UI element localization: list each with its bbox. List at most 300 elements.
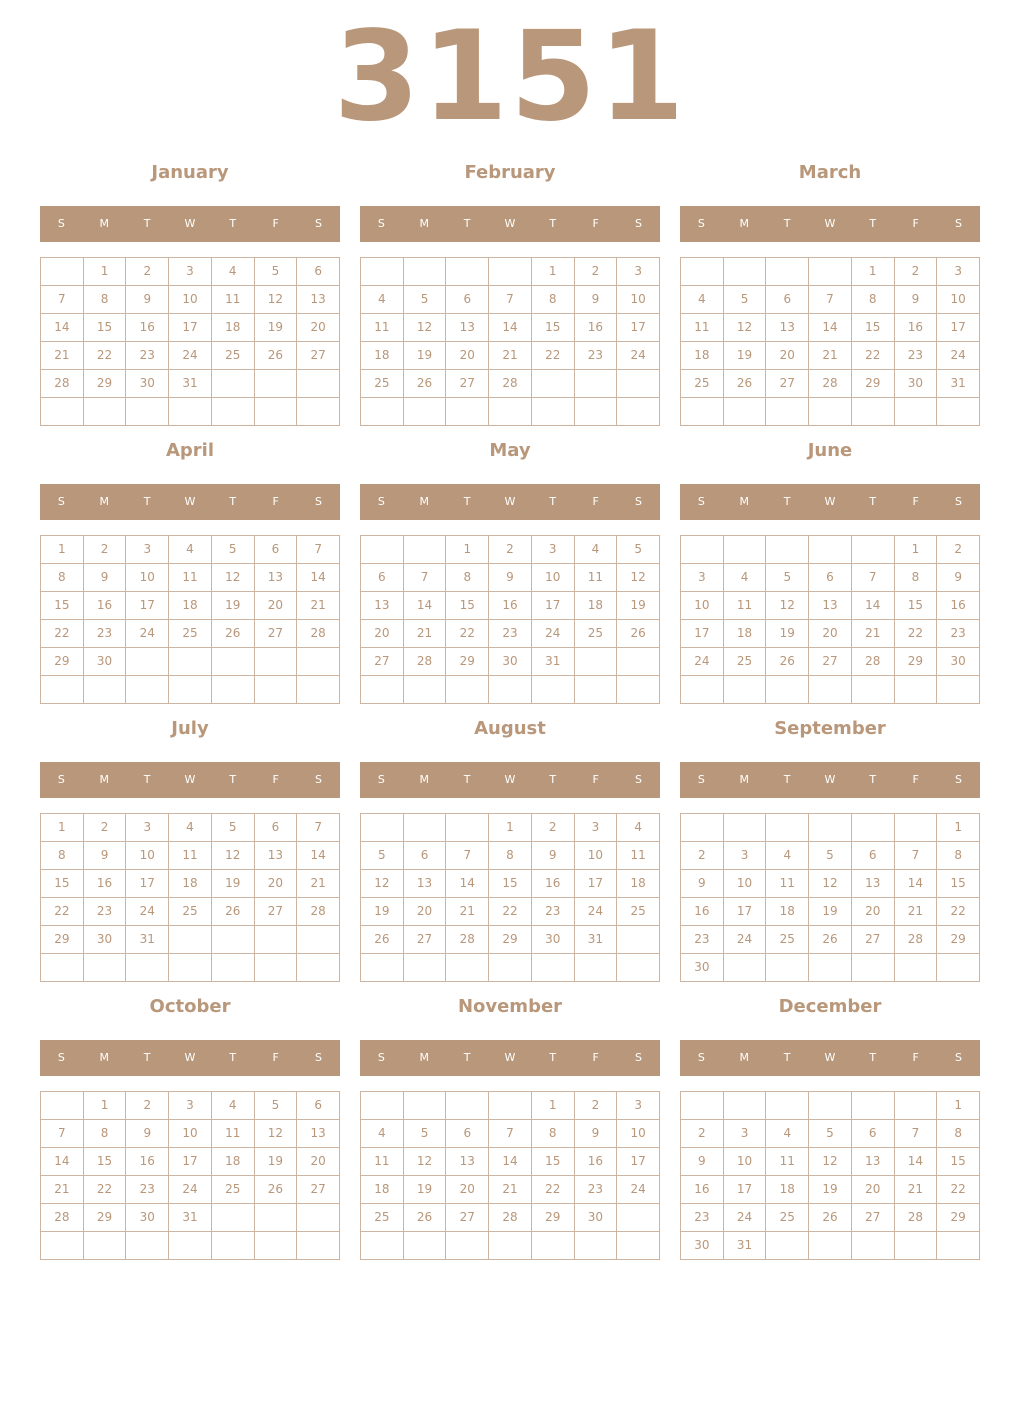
empty-cell — [212, 1204, 255, 1232]
day-cell: 28 — [297, 898, 340, 926]
day-cell: 24 — [617, 342, 660, 370]
day-cell: 5 — [361, 842, 404, 870]
day-cell: 22 — [41, 620, 84, 648]
day-cell: 6 — [446, 1120, 489, 1148]
day-cell: 17 — [126, 592, 169, 620]
day-cell: 28 — [41, 370, 84, 398]
day-cell: 1 — [532, 258, 575, 286]
day-cell: 25 — [361, 370, 404, 398]
day-cell: 9 — [895, 286, 938, 314]
day-cell: 12 — [809, 870, 852, 898]
day-cell: 6 — [852, 842, 895, 870]
day-cell: 4 — [681, 286, 724, 314]
empty-cell — [255, 1232, 298, 1260]
empty-cell — [681, 536, 724, 564]
empty-cell — [724, 676, 767, 704]
day-cell: 11 — [212, 286, 255, 314]
weekday-label: T — [229, 495, 237, 508]
day-cell: 12 — [212, 842, 255, 870]
day-cell: 10 — [617, 1120, 660, 1148]
day-cell: 10 — [169, 286, 212, 314]
day-cell: 3 — [681, 564, 724, 592]
weekday-label: M — [739, 495, 750, 508]
empty-cell — [297, 926, 340, 954]
day-cell: 11 — [575, 564, 618, 592]
day-cell: 6 — [404, 842, 447, 870]
day-cell: 20 — [361, 620, 404, 648]
day-cell: 4 — [575, 536, 618, 564]
empty-cell — [361, 1232, 404, 1260]
weekday-label: S — [954, 217, 962, 230]
day-cell: 19 — [404, 1176, 447, 1204]
empty-cell — [895, 814, 938, 842]
day-cell: 8 — [532, 286, 575, 314]
weekday-header — [680, 1040, 980, 1076]
day-cell: 5 — [766, 564, 809, 592]
day-cell: 22 — [937, 1176, 980, 1204]
day-cell: 19 — [766, 620, 809, 648]
day-cell: 14 — [297, 564, 340, 592]
day-cell: 26 — [404, 1204, 447, 1232]
empty-cell — [255, 926, 298, 954]
month-february — [360, 156, 660, 426]
weekday-label: W — [184, 217, 196, 230]
day-cell: 25 — [766, 1204, 809, 1232]
day-cell: 1 — [446, 536, 489, 564]
day-cell: 23 — [681, 926, 724, 954]
day-cell: 10 — [724, 1148, 767, 1176]
day-cell: 17 — [532, 592, 575, 620]
day-cell: 27 — [852, 926, 895, 954]
day-cell: 3 — [617, 1092, 660, 1120]
day-cell: 1 — [937, 814, 980, 842]
empty-cell — [297, 370, 340, 398]
empty-cell — [852, 1092, 895, 1120]
weekday-label: M — [419, 1051, 430, 1064]
day-cell: 1 — [41, 536, 84, 564]
day-cell: 12 — [212, 564, 255, 592]
day-cell: 11 — [169, 842, 212, 870]
empty-cell — [724, 258, 767, 286]
empty-cell — [212, 1232, 255, 1260]
day-cell: 14 — [489, 1148, 532, 1176]
day-cell: 7 — [895, 1120, 938, 1148]
empty-cell — [575, 954, 618, 982]
empty-cell — [809, 1232, 852, 1260]
day-cell: 3 — [169, 258, 212, 286]
day-cell: 16 — [575, 1148, 618, 1176]
month-june — [680, 434, 980, 704]
empty-cell — [681, 398, 724, 426]
empty-cell — [41, 258, 84, 286]
day-cell: 7 — [446, 842, 489, 870]
empty-cell — [361, 676, 404, 704]
day-cell: 8 — [937, 842, 980, 870]
day-cell: 11 — [617, 842, 660, 870]
empty-cell — [575, 398, 618, 426]
day-cell: 17 — [937, 314, 980, 342]
day-cell: 2 — [489, 536, 532, 564]
empty-cell — [446, 814, 489, 842]
day-cell: 19 — [212, 592, 255, 620]
day-cell: 6 — [255, 814, 298, 842]
weekday-label: T — [869, 773, 877, 786]
day-cell: 13 — [809, 592, 852, 620]
day-cell: 11 — [212, 1120, 255, 1148]
empty-cell — [724, 536, 767, 564]
weekday-label: T — [549, 217, 557, 230]
empty-cell — [41, 398, 84, 426]
day-cell: 23 — [84, 898, 127, 926]
day-cell: 15 — [446, 592, 489, 620]
day-cell: 30 — [84, 648, 127, 676]
weekday-label: F — [912, 773, 919, 786]
weekday-label: M — [739, 1051, 750, 1064]
weekday-label: S — [697, 773, 705, 786]
empty-cell — [84, 1232, 127, 1260]
day-cell: 9 — [84, 564, 127, 592]
day-cell: 28 — [404, 648, 447, 676]
weekday-label: S — [377, 495, 385, 508]
empty-cell — [212, 398, 255, 426]
day-cell: 30 — [84, 926, 127, 954]
weekday-header — [360, 762, 660, 798]
weekday-header — [40, 1040, 340, 1076]
empty-cell — [169, 954, 212, 982]
day-cell: 9 — [532, 842, 575, 870]
day-cell: 27 — [809, 648, 852, 676]
day-cell: 2 — [84, 814, 127, 842]
weekday-label: S — [697, 495, 705, 508]
month-name: December — [778, 996, 882, 1017]
empty-cell — [852, 536, 895, 564]
day-cell: 7 — [809, 286, 852, 314]
empty-cell — [532, 954, 575, 982]
day-cell: 19 — [255, 314, 298, 342]
day-cell: 9 — [489, 564, 532, 592]
day-cell: 27 — [404, 926, 447, 954]
day-cell: 17 — [169, 1148, 212, 1176]
day-cell: 29 — [41, 926, 84, 954]
empty-cell — [489, 1092, 532, 1120]
empty-cell — [404, 1232, 447, 1260]
day-cell: 22 — [532, 342, 575, 370]
day-cell: 27 — [297, 1176, 340, 1204]
weekday-label: W — [824, 1051, 836, 1064]
day-cell: 12 — [404, 1148, 447, 1176]
weekday-label: F — [592, 495, 599, 508]
weekday-header — [40, 762, 340, 798]
day-cell: 14 — [41, 1148, 84, 1176]
day-grid — [680, 813, 980, 982]
weekday-label: F — [272, 773, 279, 786]
day-cell: 30 — [937, 648, 980, 676]
day-cell: 2 — [895, 258, 938, 286]
month-name: November — [457, 996, 563, 1017]
weekday-header — [40, 484, 340, 520]
day-cell: 20 — [766, 342, 809, 370]
day-cell: 15 — [532, 1148, 575, 1176]
day-cell: 18 — [212, 314, 255, 342]
weekday-label: T — [229, 773, 237, 786]
empty-cell — [724, 954, 767, 982]
day-cell: 18 — [724, 620, 767, 648]
day-cell: 29 — [84, 370, 127, 398]
day-cell: 28 — [895, 926, 938, 954]
day-cell: 20 — [446, 342, 489, 370]
weekday-label: F — [912, 217, 919, 230]
day-cell: 1 — [895, 536, 938, 564]
day-cell: 1 — [41, 814, 84, 842]
day-cell: 21 — [809, 342, 852, 370]
weekday-label: S — [634, 217, 642, 230]
empty-cell — [809, 398, 852, 426]
empty-cell — [852, 1232, 895, 1260]
day-cell: 21 — [895, 898, 938, 926]
day-cell: 15 — [937, 870, 980, 898]
day-cell: 19 — [255, 1148, 298, 1176]
day-cell: 12 — [724, 314, 767, 342]
empty-cell — [212, 370, 255, 398]
day-cell: 31 — [575, 926, 618, 954]
day-cell: 22 — [41, 898, 84, 926]
day-cell: 25 — [575, 620, 618, 648]
day-cell: 26 — [809, 926, 852, 954]
day-cell: 22 — [84, 342, 127, 370]
day-cell: 29 — [84, 1204, 127, 1232]
day-cell: 1 — [84, 258, 127, 286]
day-cell: 26 — [212, 620, 255, 648]
day-cell: 4 — [212, 1092, 255, 1120]
empty-cell — [809, 258, 852, 286]
day-cell: 30 — [895, 370, 938, 398]
day-cell: 3 — [575, 814, 618, 842]
day-cell: 11 — [361, 314, 404, 342]
empty-cell — [617, 398, 660, 426]
day-grid — [360, 257, 660, 426]
day-cell: 16 — [532, 870, 575, 898]
month-january — [40, 156, 340, 426]
day-cell: 25 — [766, 926, 809, 954]
day-cell: 12 — [361, 870, 404, 898]
day-cell: 2 — [532, 814, 575, 842]
day-cell: 3 — [617, 258, 660, 286]
empty-cell — [617, 926, 660, 954]
day-cell: 9 — [681, 870, 724, 898]
weekday-label: F — [592, 217, 599, 230]
day-cell: 2 — [126, 1092, 169, 1120]
day-cell: 29 — [532, 1204, 575, 1232]
day-cell: 19 — [617, 592, 660, 620]
day-cell: 16 — [937, 592, 980, 620]
empty-cell — [895, 954, 938, 982]
day-cell: 21 — [297, 592, 340, 620]
day-cell: 12 — [809, 1148, 852, 1176]
day-cell: 11 — [361, 1148, 404, 1176]
day-cell: 29 — [937, 926, 980, 954]
empty-cell — [446, 954, 489, 982]
empty-cell — [169, 926, 212, 954]
day-cell: 20 — [446, 1176, 489, 1204]
day-cell: 26 — [212, 898, 255, 926]
day-cell: 4 — [212, 258, 255, 286]
month-october — [40, 990, 340, 1260]
empty-cell — [404, 398, 447, 426]
day-cell: 5 — [404, 286, 447, 314]
day-cell: 4 — [766, 1120, 809, 1148]
day-cell: 22 — [895, 620, 938, 648]
day-cell: 18 — [766, 898, 809, 926]
day-cell: 9 — [84, 842, 127, 870]
day-cell: 10 — [126, 564, 169, 592]
day-cell: 24 — [532, 620, 575, 648]
day-cell: 24 — [724, 1204, 767, 1232]
day-cell: 17 — [617, 314, 660, 342]
day-cell: 8 — [84, 286, 127, 314]
empty-cell — [937, 954, 980, 982]
day-cell: 16 — [681, 898, 724, 926]
empty-cell — [255, 648, 298, 676]
weekday-header — [680, 206, 980, 242]
day-cell: 14 — [446, 870, 489, 898]
empty-cell — [404, 258, 447, 286]
day-cell: 12 — [617, 564, 660, 592]
day-cell: 5 — [212, 814, 255, 842]
weekday-label: S — [697, 1051, 705, 1064]
day-cell: 24 — [126, 620, 169, 648]
day-cell: 18 — [361, 342, 404, 370]
day-cell: 28 — [41, 1204, 84, 1232]
day-cell: 9 — [681, 1148, 724, 1176]
weekday-label: S — [57, 217, 65, 230]
day-cell: 20 — [809, 620, 852, 648]
empty-cell — [724, 398, 767, 426]
day-cell: 18 — [617, 870, 660, 898]
day-cell: 15 — [895, 592, 938, 620]
day-cell: 27 — [255, 620, 298, 648]
day-cell: 17 — [575, 870, 618, 898]
weekday-label: M — [419, 773, 430, 786]
day-cell: 31 — [169, 370, 212, 398]
empty-cell — [489, 258, 532, 286]
weekday-label: M — [419, 495, 430, 508]
empty-cell — [937, 676, 980, 704]
weekday-label: T — [143, 495, 151, 508]
empty-cell — [809, 676, 852, 704]
day-cell: 2 — [575, 258, 618, 286]
day-cell: 8 — [84, 1120, 127, 1148]
weekday-label: W — [184, 1051, 196, 1064]
day-cell: 4 — [361, 1120, 404, 1148]
weekday-label: W — [504, 495, 516, 508]
weekday-label: T — [869, 1051, 877, 1064]
day-grid — [680, 535, 980, 704]
day-cell: 25 — [361, 1204, 404, 1232]
empty-cell — [766, 258, 809, 286]
day-cell: 19 — [361, 898, 404, 926]
day-cell: 8 — [532, 1120, 575, 1148]
weekday-label: W — [824, 495, 836, 508]
day-cell: 25 — [617, 898, 660, 926]
empty-cell — [937, 398, 980, 426]
day-cell: 14 — [297, 842, 340, 870]
day-cell: 24 — [169, 1176, 212, 1204]
day-cell: 25 — [724, 648, 767, 676]
day-cell: 12 — [255, 286, 298, 314]
day-cell: 5 — [724, 286, 767, 314]
empty-cell — [809, 1092, 852, 1120]
day-cell: 3 — [532, 536, 575, 564]
empty-cell — [361, 1092, 404, 1120]
day-cell: 3 — [724, 842, 767, 870]
day-cell: 13 — [766, 314, 809, 342]
day-cell: 6 — [446, 286, 489, 314]
empty-cell — [852, 814, 895, 842]
empty-cell — [297, 954, 340, 982]
weekday-label: S — [57, 773, 65, 786]
day-cell: 14 — [41, 314, 84, 342]
day-cell: 25 — [169, 620, 212, 648]
empty-cell — [532, 398, 575, 426]
day-cell: 28 — [297, 620, 340, 648]
day-cell: 18 — [212, 1148, 255, 1176]
weekday-label: S — [377, 773, 385, 786]
empty-cell — [212, 676, 255, 704]
day-cell: 21 — [489, 342, 532, 370]
empty-cell — [126, 954, 169, 982]
day-cell: 14 — [809, 314, 852, 342]
day-cell: 28 — [895, 1204, 938, 1232]
day-cell: 21 — [297, 870, 340, 898]
weekday-label: S — [314, 1051, 322, 1064]
day-cell: 18 — [361, 1176, 404, 1204]
day-cell: 23 — [532, 898, 575, 926]
day-cell: 22 — [852, 342, 895, 370]
empty-cell — [852, 954, 895, 982]
day-cell: 2 — [575, 1092, 618, 1120]
day-cell: 13 — [446, 1148, 489, 1176]
weekday-label: M — [739, 217, 750, 230]
day-cell: 15 — [937, 1148, 980, 1176]
day-cell: 24 — [126, 898, 169, 926]
weekday-label: S — [314, 773, 322, 786]
day-cell: 8 — [937, 1120, 980, 1148]
empty-cell — [404, 536, 447, 564]
day-cell: 4 — [617, 814, 660, 842]
empty-cell — [297, 398, 340, 426]
day-cell: 24 — [169, 342, 212, 370]
weekday-label: T — [783, 773, 791, 786]
day-cell: 31 — [937, 370, 980, 398]
day-cell: 24 — [681, 648, 724, 676]
day-cell: 29 — [41, 648, 84, 676]
day-cell: 3 — [724, 1120, 767, 1148]
day-cell: 29 — [489, 926, 532, 954]
day-cell: 14 — [895, 1148, 938, 1176]
day-cell: 23 — [575, 1176, 618, 1204]
day-cell: 25 — [212, 342, 255, 370]
weekday-label: S — [634, 1051, 642, 1064]
day-cell: 14 — [895, 870, 938, 898]
weekday-label: M — [99, 1051, 110, 1064]
month-august — [360, 712, 660, 982]
day-cell: 8 — [852, 286, 895, 314]
day-cell: 7 — [297, 814, 340, 842]
day-cell: 1 — [852, 258, 895, 286]
day-cell: 11 — [724, 592, 767, 620]
day-cell: 7 — [852, 564, 895, 592]
empty-cell — [169, 648, 212, 676]
